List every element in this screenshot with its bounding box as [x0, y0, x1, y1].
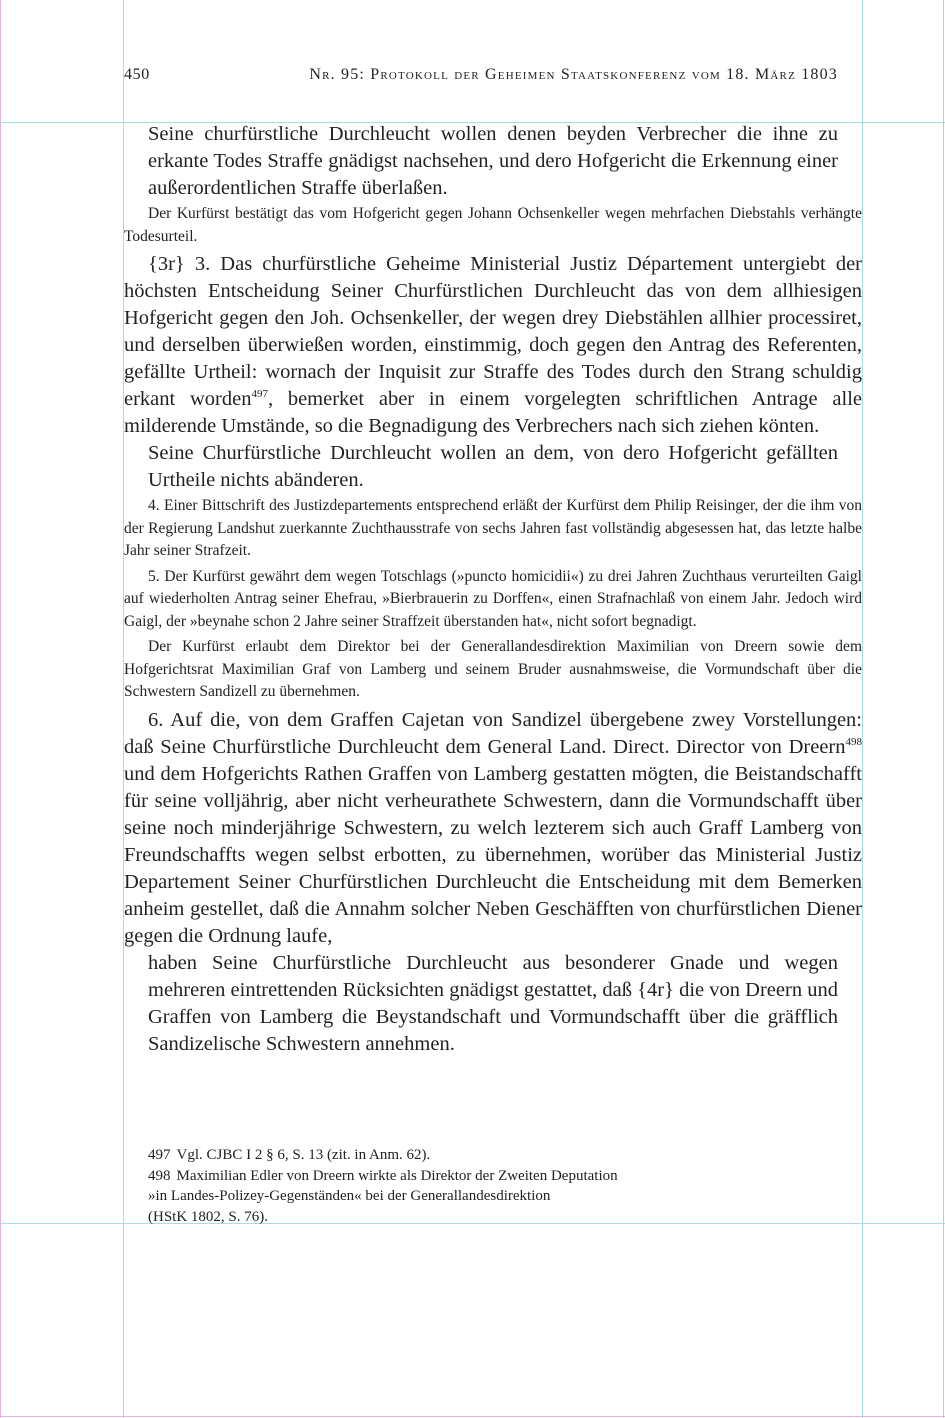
page-edge-left	[0, 0, 1, 1418]
running-header	[124, 66, 838, 92]
item-6-text-a: 6. Auf die, von dem Graffen Cajetan von Sandizel übergebene zwey Vorstellungen: daß Seine Churfürstliche Durchleucht dem General Land. Direct. Director von Dreern	[124, 708, 862, 758]
summary-paragraph-4: 4. Einer Bittschrift des Justizdepartements entsprechend erläßt der Kurfürst dem Philip Reisinger, der die ihm von der Regierung Landshut zuerkannte Zuchthausstrafe von sechs Jahren fast vollständig abgesessen hat, das letzte halbe Jahr seiner Strafzeit.	[124, 497, 862, 559]
running-title: Nr. 95: Protokoll der Geheimen Staatskonferenz vom 18. März 1803	[309, 66, 838, 83]
footnote-number: 498	[148, 1167, 171, 1184]
summary-paragraph-1: Der Kurfürst bestätigt das vom Hofgericht gegen Johann Ochsenkeller wegen mehrfachen Diebstahls verhängte Todesurteil.	[124, 205, 862, 245]
footnote-number: 497	[148, 1147, 171, 1163]
item-3-paragraph	[124, 251, 862, 440]
page-edge-right	[943, 0, 944, 1418]
decree-paragraph-3: haben Seine Churfürstliche Durchleucht aus besonderer Gnade und wegen mehreren eintrettenden Rücksichten gnädigst gestattet, daß {4r} die von Dreern und Graffen von Lamberg die Beystandschaft und Vormundschafft über die gräfflich Sandizelische Schwestern annehmen.	[148, 951, 838, 1055]
summary-paragraph-6: Der Kurfürst erlaubt dem Direktor bei der Generallandesdirektion Maximilian von Dreern sowie dem Hofgerichtsrat Maximilian Graf von Lamberg und seinem Bruder ausnahmsweise, die Vormundschaft über die Schwestern Sandizell zu übernehmen.	[124, 638, 862, 700]
footnote-text: Vgl. CJBC I 2 § 6, S. 13 (zit. in Anm. 62).	[176, 1147, 431, 1163]
footnote-text: Maximilian Edler von Dreern wirkte als Direktor der Zweiten Deputation	[176, 1167, 618, 1184]
footnote-498	[148, 1166, 748, 1187]
item-3-text-b: , bemerket aber in einem vorgelegten schriftlichen Antrage alle milderende Umstände, so die Begnadigung des Verbrechers nach sich ziehen könten.	[124, 388, 862, 437]
footnote-text: (HStK 1802, S. 76).	[148, 1208, 269, 1225]
page-number: 450	[124, 66, 150, 83]
footnote-ref-498[interactable]: 498	[845, 735, 862, 748]
footnote-498-cont-1	[148, 1186, 748, 1207]
footnote-497	[148, 1145, 748, 1166]
item-6-text-b: und dem Hofgerichts Rathen Graffen von Lamberg gestatten mögten, die Beistandschafft für seine volljährig, aber nicht verheurathete Schwestern, dann die Vormundschafft über seine noch minderjährige Schwestern, zu welch lezterem sich auch Graff Lamberg von Freundschaffts wegen selbst erbotten, zu übernehmen, worüber das Ministerial Justiz Departement Seiner Churfürstlichen Durchleucht die Entscheidung mit dem Bemerken anheim gestellet, daß die Annahm solcher Neben Geschäfften von churfürstlichen Diener gegen die Ordnung laufe,	[124, 762, 862, 947]
footnote-text: »in Landes-Polizey-Gegenständen« bei der Generallandesdirektion	[148, 1188, 551, 1204]
footnote-498-cont-2	[148, 1207, 748, 1228]
summary-paragraph-5: 5. Der Kurfürst gewährt dem wegen Totschlags (»puncto homicidii«) zu drei Jahren Zuchthaus verurteilten Gaigl auf wiederholten Antrag seiner Ehefrau, »Bierbrauerin zu Dorffen«, einen Strafnachlaß von einem Jahr. Jedoch wird Gaigl, der »beynahe schon 2 Jahre seiner Straffzeit überstanden hat«, nicht sofort begnadigt.	[124, 567, 862, 630]
footnote-ref-497[interactable]: 497	[251, 388, 268, 401]
decree-paragraph-2: Seine Churfürstliche Durchleucht wollen an dem, von dero Hofgericht gefällten Urtheile nichts abänderen.	[148, 442, 838, 491]
page-edge-bottom	[0, 1416, 945, 1417]
item-6-paragraph	[124, 707, 862, 950]
main-text	[124, 121, 862, 1058]
item-3-text-a: {3r} 3. Das churfürstliche Geheime Ministerial Justiz Département untergiebt der höchsten Entscheidung Seiner Churfürstlichen Durchleucht das von dem allhiesigen Hofgericht gegen den Joh. Ochsenkeller, der wegen drey Diebstählen allhier processiret, und derselben überwießen worden, einstimmig, doch gegen den Antrag des Referenten, gefällte Urtheil: wornach der Inquisit zur Straffe des Todes durch den Strang schuldig erkant worden	[124, 253, 862, 410]
decree-paragraph-1: Seine churfürstliche Durchleucht wollen denen beyden Verbrecher die ihne zu erkante Todes Straffe gnädigst nachsehen, und dero Hofgericht die Erkennung einer außerordentlichen Straffe überlaßen.	[148, 123, 838, 199]
footnotes	[148, 1145, 748, 1227]
margin-guide-right	[862, 0, 863, 1418]
